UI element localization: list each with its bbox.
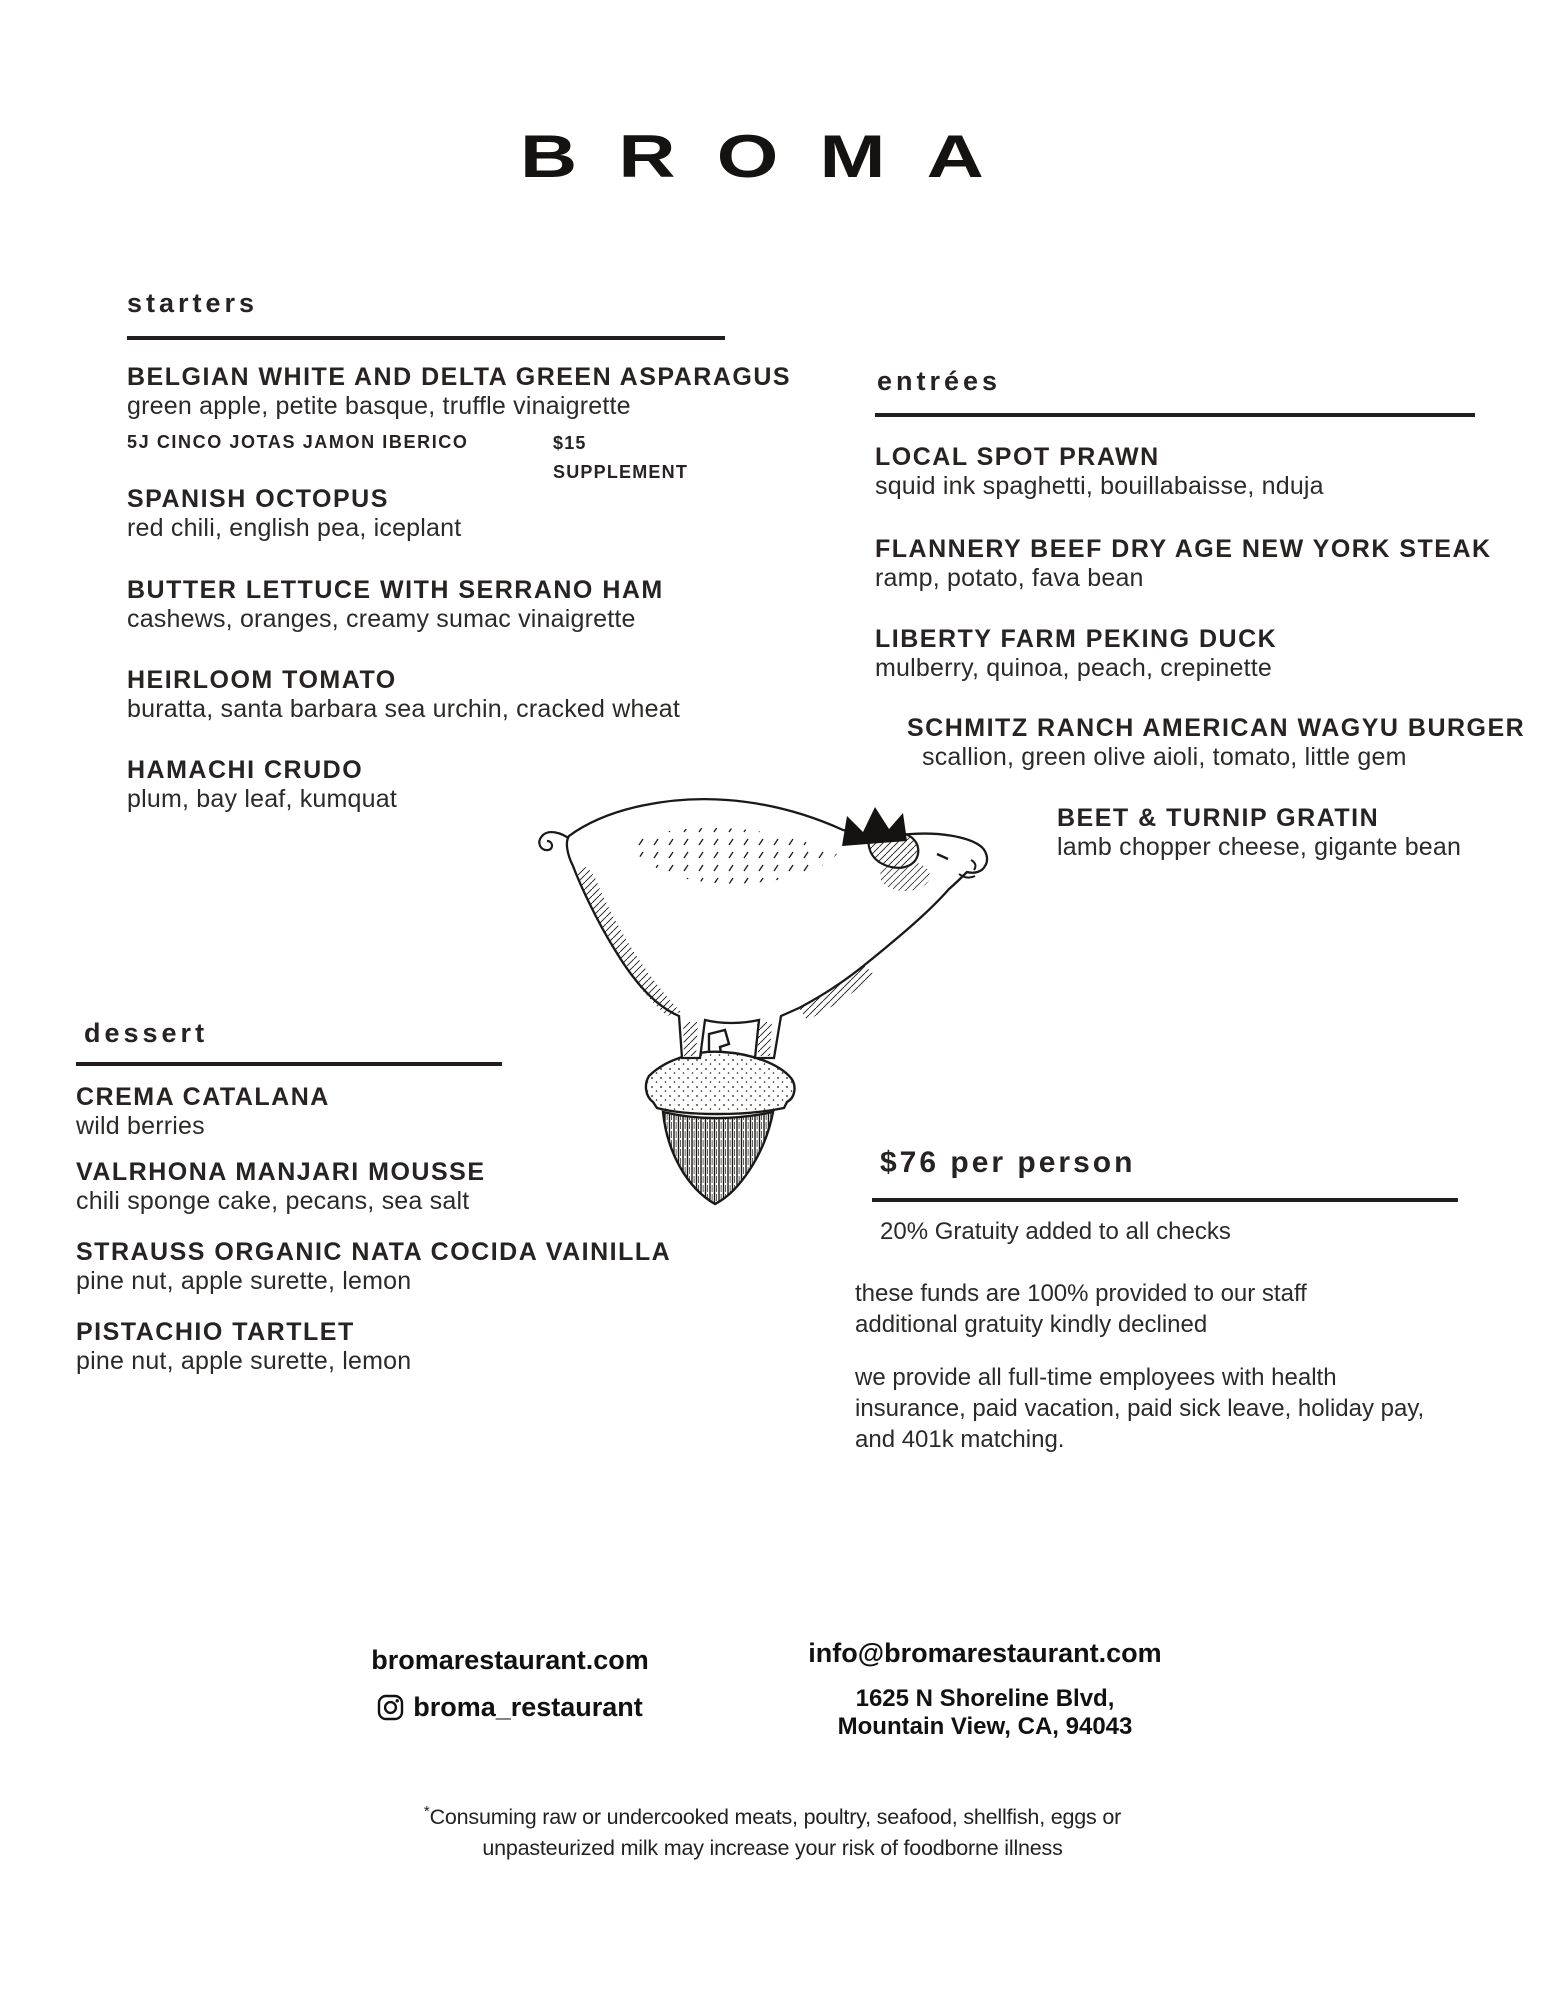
restaurant-logo: BROMA: [519, 123, 1026, 190]
menu-item: [127, 363, 791, 421]
starters-section-title: starters: [127, 288, 259, 318]
menu-item: [127, 756, 397, 814]
dessert-rule: [76, 1062, 502, 1066]
benefits-line2: insurance, paid vacation, paid sick leave, holiday pay,: [855, 1395, 1425, 1422]
item-name: BELGIAN WHITE AND DELTA GREEN ASPARAGUS: [127, 363, 792, 391]
benefits-note: [855, 1362, 1424, 1455]
menu-item: [875, 625, 1277, 683]
item-name: LIBERTY FARM PEKING DUCK: [875, 625, 1278, 653]
item-desc: wild berries: [76, 1112, 205, 1140]
menu-item: [76, 1318, 411, 1376]
menu-item: [875, 535, 1492, 593]
menu-item: [127, 576, 664, 634]
email-link[interactable]: info@bromarestaurant.com: [808, 1638, 1162, 1668]
dessert-section-title: dessert: [84, 1018, 209, 1048]
instagram-icon: [377, 1694, 404, 1721]
menu-item: [127, 666, 680, 724]
health-disclaimer: [0, 1796, 1545, 1864]
item-desc: red chili, english pea, iceplant: [127, 514, 462, 542]
menu-item: [76, 1083, 330, 1141]
item-desc: plum, bay leaf, kumquat: [127, 785, 398, 813]
item-desc: scallion, green olive aioli, tomato, little gem: [922, 743, 1407, 771]
item-supplement-price: $15 SUPPLEMENT: [553, 433, 689, 482]
disclaimer-line1-text: Consuming raw or undercooked meats, poultry, seafood, shellfish, eggs or: [429, 1805, 1122, 1830]
staff-funds-line2: additional gratuity kindly declined: [855, 1311, 1208, 1338]
footer-right: [770, 1638, 1200, 1741]
crown: [842, 807, 907, 846]
item-desc: buratta, santa barbara sea urchin, cracked wheat: [127, 695, 680, 723]
address: [770, 1685, 1200, 1741]
item-name: STRAUSS ORGANIC NATA COCIDA VAINILLA: [76, 1238, 672, 1266]
instagram-handle: broma_restaurant: [413, 1692, 643, 1722]
instagram-link[interactable]: [295, 1692, 725, 1723]
menu-item: [1057, 804, 1461, 862]
disclaimer-asterisk: *: [423, 1803, 430, 1820]
item-name: 5J CINCO JOTAS JAMON IBERICO: [127, 432, 469, 452]
gratuity-note: 20% Gratuity added to all checks: [880, 1218, 1231, 1245]
item-desc: lamb chopper cheese, gigante bean: [1057, 833, 1462, 861]
menu-item: [127, 485, 461, 543]
item-desc: ramp, potato, fava bean: [875, 564, 1144, 592]
item-name: BUTTER LETTUCE WITH SERRANO HAM: [127, 576, 664, 604]
item-desc: squid ink spaghetti, bouillabaisse, nduja: [875, 472, 1324, 500]
item-name: LOCAL SPOT PRAWN: [875, 443, 1160, 471]
item-desc: green apple, petite basque, truffle vinaigrette: [127, 392, 631, 420]
item-desc: chili sponge cake, pecans, sea salt: [76, 1187, 470, 1215]
pricing-rule: [872, 1198, 1458, 1202]
item-name: PISTACHIO TARTLET: [76, 1318, 355, 1346]
address-line2: Mountain View, CA, 94043: [837, 1713, 1133, 1740]
disclaimer-line2: unpasteurized milk may increase your risk of foodborne illness: [482, 1836, 1063, 1861]
item-name: HEIRLOOM TOMATO: [127, 666, 397, 694]
price-per-person-title: $76 per person: [880, 1146, 1136, 1179]
menu-item: [127, 428, 727, 482]
menu-item: [76, 1238, 671, 1296]
menu-item: [907, 714, 1525, 772]
address-line1: 1625 N Shoreline Blvd,: [855, 1685, 1115, 1712]
item-name: BEET & TURNIP GRATIN: [1057, 804, 1380, 832]
disclaimer-line1: [0, 1796, 1545, 1833]
benefits-line3: and 401k matching.: [855, 1426, 1065, 1453]
entrees-rule: [875, 413, 1475, 417]
menu-item: [875, 443, 1324, 501]
item-name: CREMA CATALANA: [76, 1083, 330, 1111]
item-name: HAMACHI CRUDO: [127, 756, 364, 784]
item-name: VALRHONA MANJARI MOUSSE: [76, 1158, 486, 1186]
item-desc: cashews, oranges, creamy sumac vinaigrette: [127, 605, 636, 633]
entrees-section-title: entrées: [877, 366, 1002, 396]
item-desc: pine nut, apple surette, lemon: [76, 1267, 412, 1295]
item-name: SCHMITZ RANCH AMERICAN WAGYU BURGER: [907, 714, 1526, 742]
item-name: FLANNERY BEEF DRY AGE NEW YORK STEAK: [875, 535, 1492, 563]
website-link[interactable]: bromarestaurant.com: [371, 1645, 649, 1675]
staff-funds-note: [855, 1278, 1307, 1340]
benefits-line1: we provide all full-time employees with health: [855, 1364, 1337, 1391]
item-name: SPANISH OCTOPUS: [127, 485, 389, 513]
item-desc: mulberry, quinoa, peach, crepinette: [875, 654, 1273, 682]
starters-rule: [127, 336, 725, 340]
item-desc: pine nut, apple surette, lemon: [76, 1347, 412, 1375]
menu-item: [76, 1158, 486, 1216]
staff-funds-line1: these funds are 100% provided to our staff: [855, 1280, 1307, 1307]
footer-left: [295, 1645, 725, 1723]
